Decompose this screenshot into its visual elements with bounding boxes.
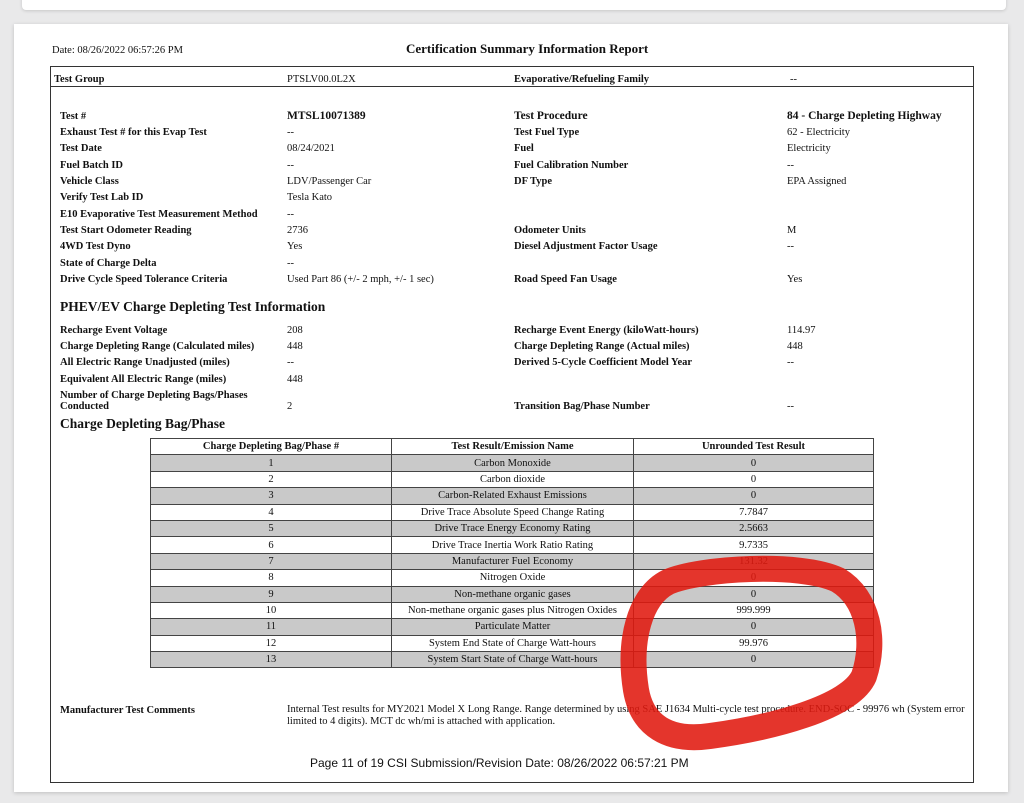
report-page [14, 24, 1008, 792]
bag-number: 4 [151, 504, 392, 520]
odometer-units-value: M [787, 225, 797, 236]
table-row [151, 602, 874, 618]
report-title: Certification Summary Information Report [406, 41, 649, 56]
field-label: Drive Cycle Speed Tolerance Criteria [60, 274, 228, 285]
emission-name: Drive Trace Inertia Work Ratio Rating [392, 537, 634, 553]
test-result: 0 [634, 619, 874, 635]
field-label: 4WD Test Dyno [60, 241, 131, 252]
emission-name: Nitrogen Oxide [392, 570, 634, 586]
road-speed-fan-value: Yes [787, 274, 803, 285]
field-value: MTSL10071389 [287, 110, 366, 122]
recharge-energy-label: Recharge Event Energy (kiloWatt-hours) [514, 325, 699, 336]
test-fuel-type-label: Test Fuel Type [514, 127, 580, 138]
table-row [151, 553, 874, 569]
fuel-calibration-value: -- [787, 160, 794, 171]
cd-range-actual-label: Charge Depleting Range (Actual miles) [514, 341, 690, 352]
field-value: Yes [287, 241, 303, 252]
test-result: 0 [634, 488, 874, 504]
bag-number: 11 [151, 619, 392, 635]
equivalent-aer-value: 448 [287, 374, 303, 385]
table-row [151, 471, 874, 487]
comments-label: Manufacturer Test Comments [60, 705, 195, 716]
bag-number: 10 [151, 602, 392, 618]
emission-name: Carbon dioxide [392, 471, 634, 487]
recharge-energy-value: 114.97 [787, 325, 816, 336]
cd-range-calc-label: Charge Depleting Range (Calculated miles) [60, 341, 255, 352]
df-type-label: DF Type [514, 176, 553, 187]
header-divider [50, 86, 974, 87]
test-result: 2.5663 [634, 520, 874, 536]
num-bags-value: 2 [287, 401, 293, 412]
test-result: 999.999 [634, 602, 874, 618]
fuel-label: Fuel [514, 143, 534, 154]
table-row [151, 652, 874, 668]
bag-number: 5 [151, 520, 392, 536]
field-value: -- [287, 160, 294, 171]
test-result: 131.32 [634, 553, 874, 569]
emission-name: System End State of Charge Watt-hours [392, 635, 634, 651]
field-value: Tesla Kato [287, 192, 333, 203]
num-bags-label-line1: Number of Charge Depleting Bags/Phases [60, 390, 248, 401]
diesel-adjustment-label: Diesel Adjustment Factor Usage [514, 241, 658, 252]
column-header: Test Result/Emission Name [392, 439, 634, 455]
bag-number: 9 [151, 586, 392, 602]
emission-name: Manufacturer Fuel Economy [392, 553, 634, 569]
test-result: 9.7335 [634, 537, 874, 553]
df-type-value: EPA Assigned [787, 176, 847, 187]
table-row [151, 488, 874, 504]
table-row [151, 537, 874, 553]
field-label: Test Start Odometer Reading [60, 225, 192, 236]
evap-family-label: Evaporative/Refueling Family [514, 74, 650, 85]
bag-number: 3 [151, 488, 392, 504]
table-row [151, 520, 874, 536]
field-value: LDV/Passenger Car [287, 176, 372, 187]
field-value: Used Part 86 (+/- 2 mph, +/- 1 sec) [287, 274, 434, 285]
derived-5cycle-value: -- [787, 357, 794, 368]
field-value: -- [287, 258, 294, 269]
field-label: E10 Evaporative Test Measurement Method [60, 209, 258, 220]
bag-number: 12 [151, 635, 392, 651]
cd-range-actual-value: 448 [787, 341, 803, 352]
emission-name: Carbon-Related Exhaust Emissions [392, 488, 634, 504]
bag-number: 1 [151, 455, 392, 471]
emission-name: Drive Trace Absolute Speed Change Rating [392, 504, 634, 520]
table-row [151, 619, 874, 635]
emission-name: Non-methane organic gases [392, 586, 634, 602]
equivalent-aer-label: Equivalent All Electric Range (miles) [60, 374, 227, 385]
evap-family-value: -- [790, 74, 797, 85]
recharge-voltage-value: 208 [287, 325, 303, 336]
field-value: -- [287, 209, 294, 220]
emission-name: Particulate Matter [392, 619, 634, 635]
test-result: 0 [634, 455, 874, 471]
diesel-adjustment-value: -- [787, 241, 794, 252]
fuel-value: Electricity [787, 143, 831, 154]
table-header-row [151, 439, 874, 455]
report-date: Date: 08/26/2022 06:57:26 PM [52, 45, 183, 56]
test-result: 0 [634, 586, 874, 602]
emission-name: Non-methane organic gases plus Nitrogen Oxides [392, 602, 634, 618]
previous-page-edge [22, 0, 1006, 10]
aer-unadjusted-value: -- [287, 357, 294, 368]
field-label: Verify Test Lab ID [60, 192, 144, 203]
page-footer: Page 11 of 19 CSI Submission/Revision Date: 08/26/2022 06:57:21 PM [310, 756, 689, 770]
table-row [151, 635, 874, 651]
derived-5cycle-label: Derived 5-Cycle Coefficient Model Year [514, 357, 693, 368]
column-header: Unrounded Test Result [634, 439, 874, 455]
field-label: Vehicle Class [60, 176, 119, 187]
aer-unadjusted-label: All Electric Range Unadjusted (miles) [60, 357, 230, 368]
field-value: 2736 [287, 225, 308, 236]
bag-number: 2 [151, 471, 392, 487]
table-row [151, 570, 874, 586]
test-procedure-label: Test Procedure [514, 110, 588, 122]
field-value: 08/24/2021 [287, 143, 335, 154]
table-row [151, 455, 874, 471]
bag-number: 7 [151, 553, 392, 569]
field-label: Test # [60, 111, 87, 122]
bag-number: 6 [151, 537, 392, 553]
test-result: 0 [634, 471, 874, 487]
emission-name: Carbon Monoxide [392, 455, 634, 471]
test-procedure-value: 84 - Charge Depleting Highway [787, 110, 942, 122]
test-group-label: Test Group [54, 74, 105, 85]
field-label: State of Charge Delta [60, 258, 157, 269]
field-label: Exhaust Test # for this Evap Test [60, 127, 207, 138]
field-label: Fuel Batch ID [60, 160, 123, 171]
table-row [151, 586, 874, 602]
test-fuel-type-value: 62 - Electricity [787, 127, 850, 138]
field-label: Test Date [60, 143, 102, 154]
cd-range-calc-value: 448 [287, 341, 303, 352]
test-result: 99.976 [634, 635, 874, 651]
test-result: 0 [634, 652, 874, 668]
bag-number: 13 [151, 652, 392, 668]
column-header: Charge Depleting Bag/Phase # [151, 439, 392, 455]
bag-number: 8 [151, 570, 392, 586]
bag-phase-table [150, 438, 874, 668]
comments-text: Internal Test results for MY2021 Model X Long Range. Range determined by using SAE J1634 Multi-cycle test procedure. END-SOC - 99976 wh (System error limited to 4 digits). MCT dc wh/mi is attached with application. [287, 704, 965, 727]
table-row [151, 504, 874, 520]
field-value: -- [287, 127, 294, 138]
test-group-value: PTSLV00.0L2X [287, 74, 356, 85]
emission-name: System Start State of Charge Watt-hours [392, 652, 634, 668]
recharge-voltage-label: Recharge Event Voltage [60, 325, 168, 336]
test-result: 7.7847 [634, 504, 874, 520]
transition-bag-label: Transition Bag/Phase Number [514, 401, 650, 412]
odometer-units-label: Odometer Units [514, 225, 586, 236]
num-bags-label-line2: Conducted [60, 401, 110, 412]
bag-section-title: Charge Depleting Bag/Phase [60, 416, 225, 431]
phev-section-title: PHEV/EV Charge Depleting Test Information [60, 299, 326, 314]
transition-bag-value: -- [787, 401, 794, 412]
emission-name: Drive Trace Energy Economy Rating [392, 520, 634, 536]
test-result: 0 [634, 570, 874, 586]
road-speed-fan-label: Road Speed Fan Usage [514, 274, 617, 285]
fuel-calibration-label: Fuel Calibration Number [514, 160, 629, 171]
